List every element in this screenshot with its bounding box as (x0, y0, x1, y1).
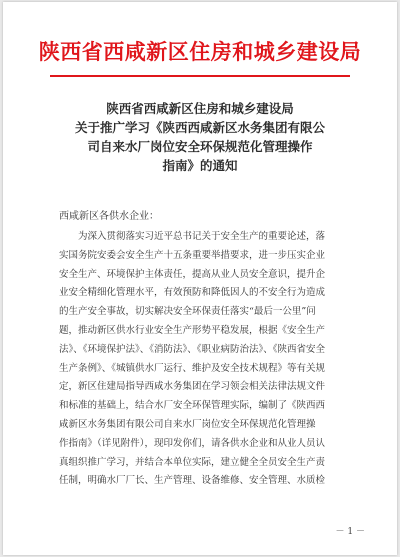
body-line: 法》、《环境保护法》、《消防法》、《职业病防治法》、《陕西省安全 (59, 343, 326, 355)
masthead-red-rule (50, 75, 350, 77)
body-line: 定，新区住建局指导西咸水务集团在学习领会相关法律法规文件 (59, 381, 326, 393)
body-line: 生产条例》、《城镇供水厂运行、维护及安全技术规程》等有关规 (59, 362, 326, 374)
body-line: 和标准的基础上，结合水厂安全环保管理实际，编制了《陕西西 (59, 400, 326, 412)
notice-body (59, 228, 357, 491)
body-line: 业安全精细化管理水平，有效预防和降低因人的不安全行为造成 (59, 287, 326, 299)
body-line: 咸新区水务集团有限公司自来水厂岗位安全环保规范化管理操 (59, 418, 316, 430)
body-line: 为深入贯彻落实习近平总书记关于安全生产的重要论述，落 (78, 231, 326, 242)
body-line: 安全生产、环境保护主体责任，提高从业人员安全意识，提升企 (59, 268, 326, 280)
notice-title-line: 陕西省西咸新区住房和城乡建设局 (106, 101, 294, 116)
notice-title (63, 99, 337, 175)
notice-title-line: 关于推广学习《陕西西咸新区水务集团有限公 (74, 120, 325, 135)
body-line: 实国务院安委会安全生产十五条重要举措要求，进一步压实企业 (59, 249, 326, 261)
masthead-title: 陕西省西咸新区住房和城乡建设局 (38, 39, 362, 64)
body-line: 任制，明确水厂厂长、生产管理、设备维修、安全管理、水质检 (59, 475, 326, 487)
body-line: 题，推动新区供水行业安全生产形势平稳发展，根据《安全生产 (59, 324, 326, 336)
notice-title-line: 指南》的通知 (162, 158, 238, 173)
page-number: － 1 － (335, 527, 365, 537)
notice-title-line: 司自来水厂岗位安全环保规范化管理操作 (87, 139, 313, 154)
body-line: 作指南》（详见附件），现印发你们，请各供水企业和从业人员认 (59, 437, 326, 449)
body-line: 真组织推广学习，并结合本单位实际，建立健全全员安全生产责 (59, 456, 326, 468)
body-line: 的生产安全事故，切实解决安全环保责任落实“最后一公里”问 (59, 306, 316, 318)
document-page (3, 2, 397, 555)
salutation: 西咸新区各供水企业： (59, 211, 159, 222)
